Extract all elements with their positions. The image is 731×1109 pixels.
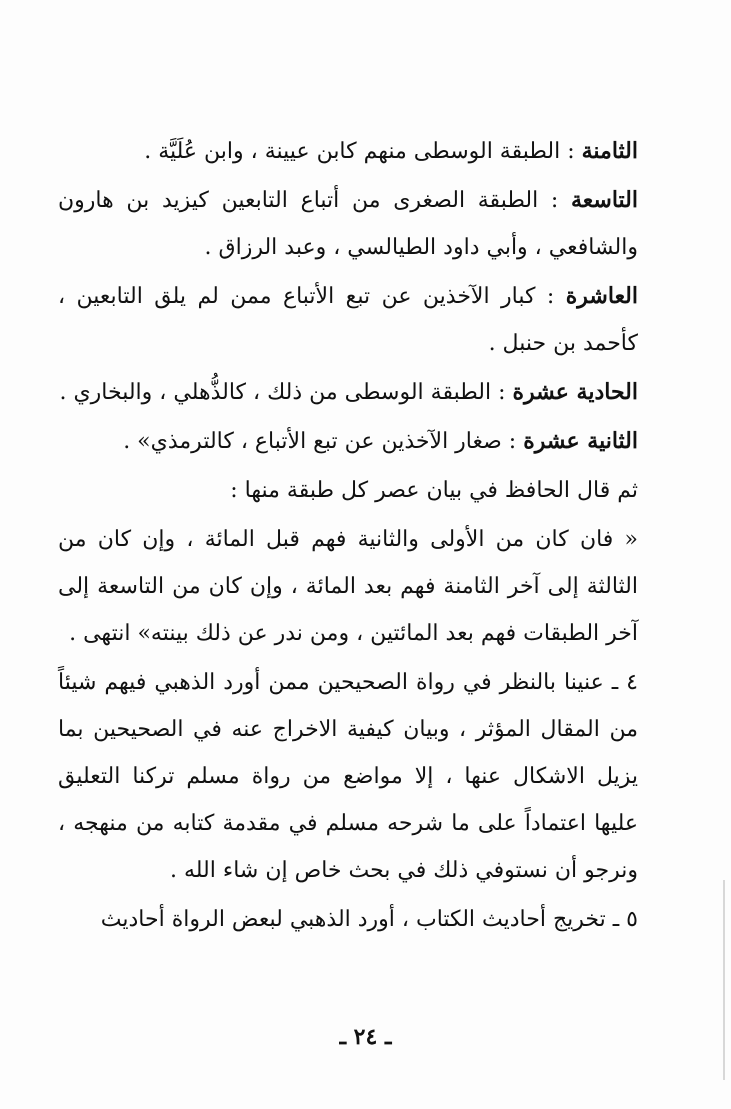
paragraph-text: : كبار الآخذين عن تبع الأتباع ممن لم يلق التابعين ، كأحمد بن حنبل . (58, 284, 638, 356)
paragraph-text: : صغار الآخذين عن تبع الأتباع ، كالترمذي» . (123, 429, 524, 454)
page-number: ـ ٢٤ ـ (339, 1024, 392, 1050)
paragraph-6 (58, 467, 638, 514)
body-text (58, 128, 638, 943)
paragraph-text: : الطبقة الوسطى منهم كابن عيينة ، وابن عُلَيَّة . (144, 139, 582, 164)
paragraph-text: « فان كان من الأولى والثانية فهم قبل المائة ، وإن كان من الثالثة إلى آخر الثامنة فهم بعد المائة ، وإن كان من التاسعة إلى آخر الطبقات فهم بعد المائتين ، ومن ندر عن ذلك بينته» انتهى . (58, 527, 638, 646)
paragraph-7 (58, 516, 638, 657)
paragraph-9 (58, 896, 638, 943)
paragraph-label: العاشرة (565, 283, 638, 309)
paragraph-5 (58, 418, 638, 465)
paragraph-text: : الطبقة الصغرى من أتباع التابعين كيزيد بن هارون والشافعي ، وأبي داود الطيالسي ، وعبد الرزاق . (58, 188, 638, 260)
paragraph-label: الثانية عشرة (523, 428, 638, 454)
paragraph-text: ٤ ـ عنينا بالنظر في رواة الصحيحين ممن أورد الذهبي فيهم شيئاً من المقال المؤثر ، وبيان كيفية الاخراج عنه في الصحيحين بما يزيل الاشكال عنها ، إلا مواضع من رواة مسلم تركنا التعليق عليها اعتماداً على ما شرحه مسلم في مقدمة كتابه من منهجه ، ونرجو أن نستوفي ذلك في بحث خاص إن شاء الله . (58, 670, 638, 883)
paragraph-text: ٥ ـ تخريج أحاديث الكتاب ، أورد الذهبي لبعض الرواة أحاديث (100, 907, 638, 932)
paragraph-8 (58, 659, 638, 894)
paragraph-text: ثم قال الحافظ في بيان عصر كل طبقة منها : (230, 478, 638, 503)
scan-edge-line (723, 880, 725, 1080)
paragraph-label: التاسعة (571, 187, 638, 213)
paragraph-text: : الطبقة الوسطى من ذلك ، كالذُّهلي ، والبخاري . (59, 380, 513, 405)
paragraph-1 (58, 128, 638, 175)
paragraph-3 (58, 273, 638, 367)
paragraph-label: الثامنة (581, 138, 638, 164)
paragraph-4 (58, 369, 638, 416)
paragraph-2 (58, 177, 638, 271)
paragraph-label: الحادية عشرة (512, 379, 638, 405)
